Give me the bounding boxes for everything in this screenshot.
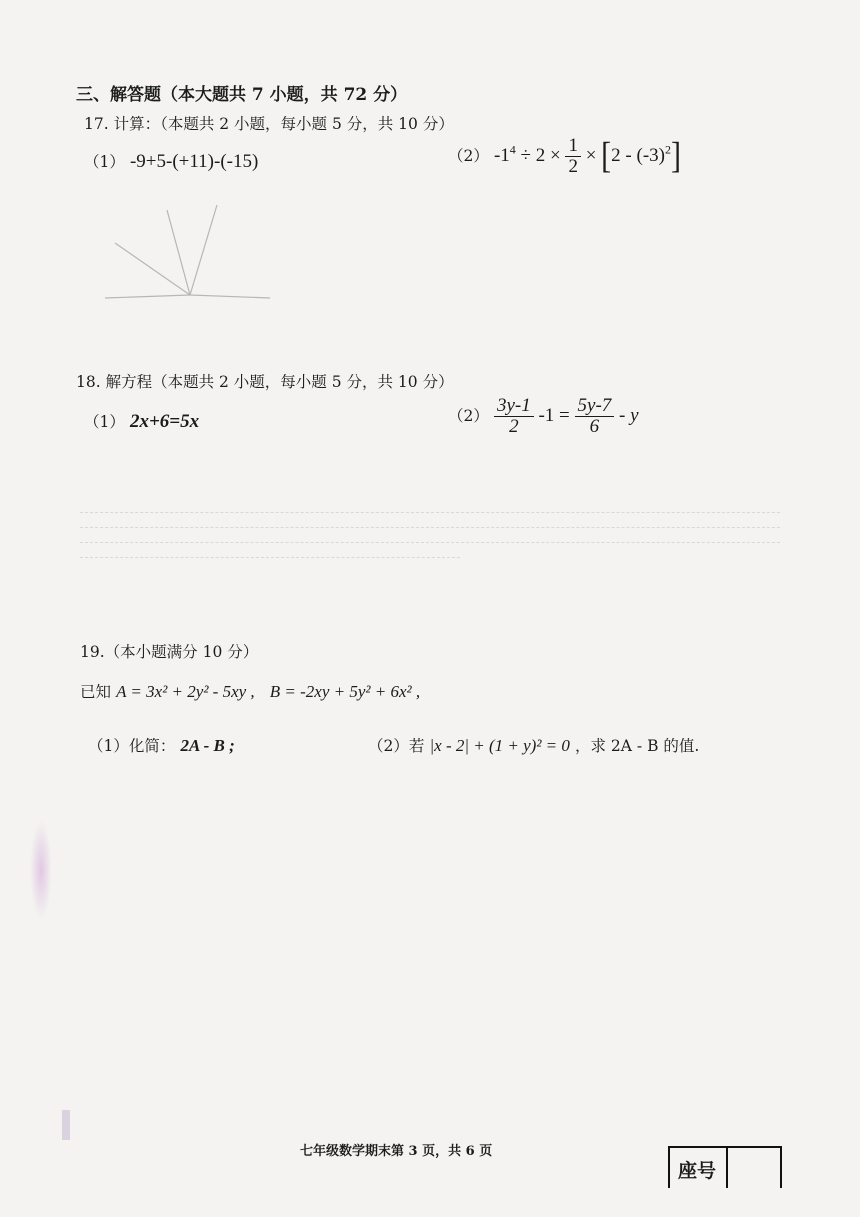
question-tail: ，求 2A - B 的值. (575, 737, 700, 755)
fraction-denominator: 2 (509, 415, 519, 437)
fraction-right (575, 396, 615, 437)
fraction-left (494, 396, 534, 437)
equation: 2x+6=5x (129, 411, 200, 432)
bleed-through-text (80, 498, 780, 558)
part-label: （2） (448, 406, 489, 425)
question-17-part-2 (448, 136, 681, 177)
bracket-content: 2 - (-3) (611, 144, 665, 166)
exponent: 4 (509, 142, 516, 157)
question-19-heading: 19.（本小题满分 10 分） (80, 643, 259, 661)
multiply-sign: × (585, 144, 597, 166)
seat-number-box (668, 1146, 782, 1188)
bleed-through-angle-diagram (95, 195, 285, 325)
fraction-numerator: 1 (565, 136, 581, 157)
fraction-denominator: 6 (589, 415, 600, 437)
question-17-heading: 17. 计算：（本题共 2 小题，每小题 5 分，共 10 分） (84, 115, 454, 133)
given-prefix: 已知 (80, 683, 112, 701)
question-19-part-1 (88, 734, 235, 756)
fraction-denominator: 2 (568, 155, 578, 177)
expression-mid: ÷ 2 × (515, 144, 566, 166)
part-label: （2）若 (368, 737, 425, 755)
question-17-part-1 (84, 150, 258, 173)
fraction-numerator: 3y-1 (494, 396, 534, 417)
part-label: （1） (84, 153, 125, 171)
part-label: （1） (84, 413, 125, 431)
fraction (565, 136, 581, 177)
part-label: （1）化简： (88, 737, 176, 755)
part-label: （2） (448, 146, 489, 165)
exponent: 2 (664, 142, 671, 157)
question-19-part-2 (368, 734, 699, 756)
page-footer: 七年级数学期末第 3 页，共 6 页 (300, 1144, 493, 1159)
seat-label: 座号 (678, 1160, 717, 1182)
expression-B: B = -2xy + 5y² + 6x² , (269, 682, 421, 701)
right-bracket: ] (670, 135, 681, 177)
seat-box-divider (726, 1148, 728, 1188)
condition: |x - 2| + (1 + y)² = 0 (429, 736, 570, 755)
scan-smudge (62, 1110, 70, 1140)
question-18-part-2 (448, 396, 639, 437)
scan-smudge (30, 820, 52, 920)
section-title: 三、解答题（本大题共 7 小题，共 72 分） (76, 85, 408, 105)
equation-middle: -1 = (538, 404, 570, 426)
question-18-heading: 18. 解方程（本题共 2 小题，每小题 5 分，共 10 分） (76, 373, 454, 391)
left-bracket: [ (601, 135, 612, 177)
question-18-part-1 (84, 410, 199, 433)
expression: -9+5-(+11)-(-15) (129, 151, 259, 172)
equation-tail: - y (619, 404, 639, 426)
expression: 2A - B ; (180, 736, 235, 755)
expression-lead: -1 (493, 144, 510, 166)
fraction-numerator: 5y-7 (575, 396, 615, 417)
expression-A: A = 3x² + 2y² - 5xy , (116, 682, 255, 701)
question-19-given (80, 680, 420, 702)
